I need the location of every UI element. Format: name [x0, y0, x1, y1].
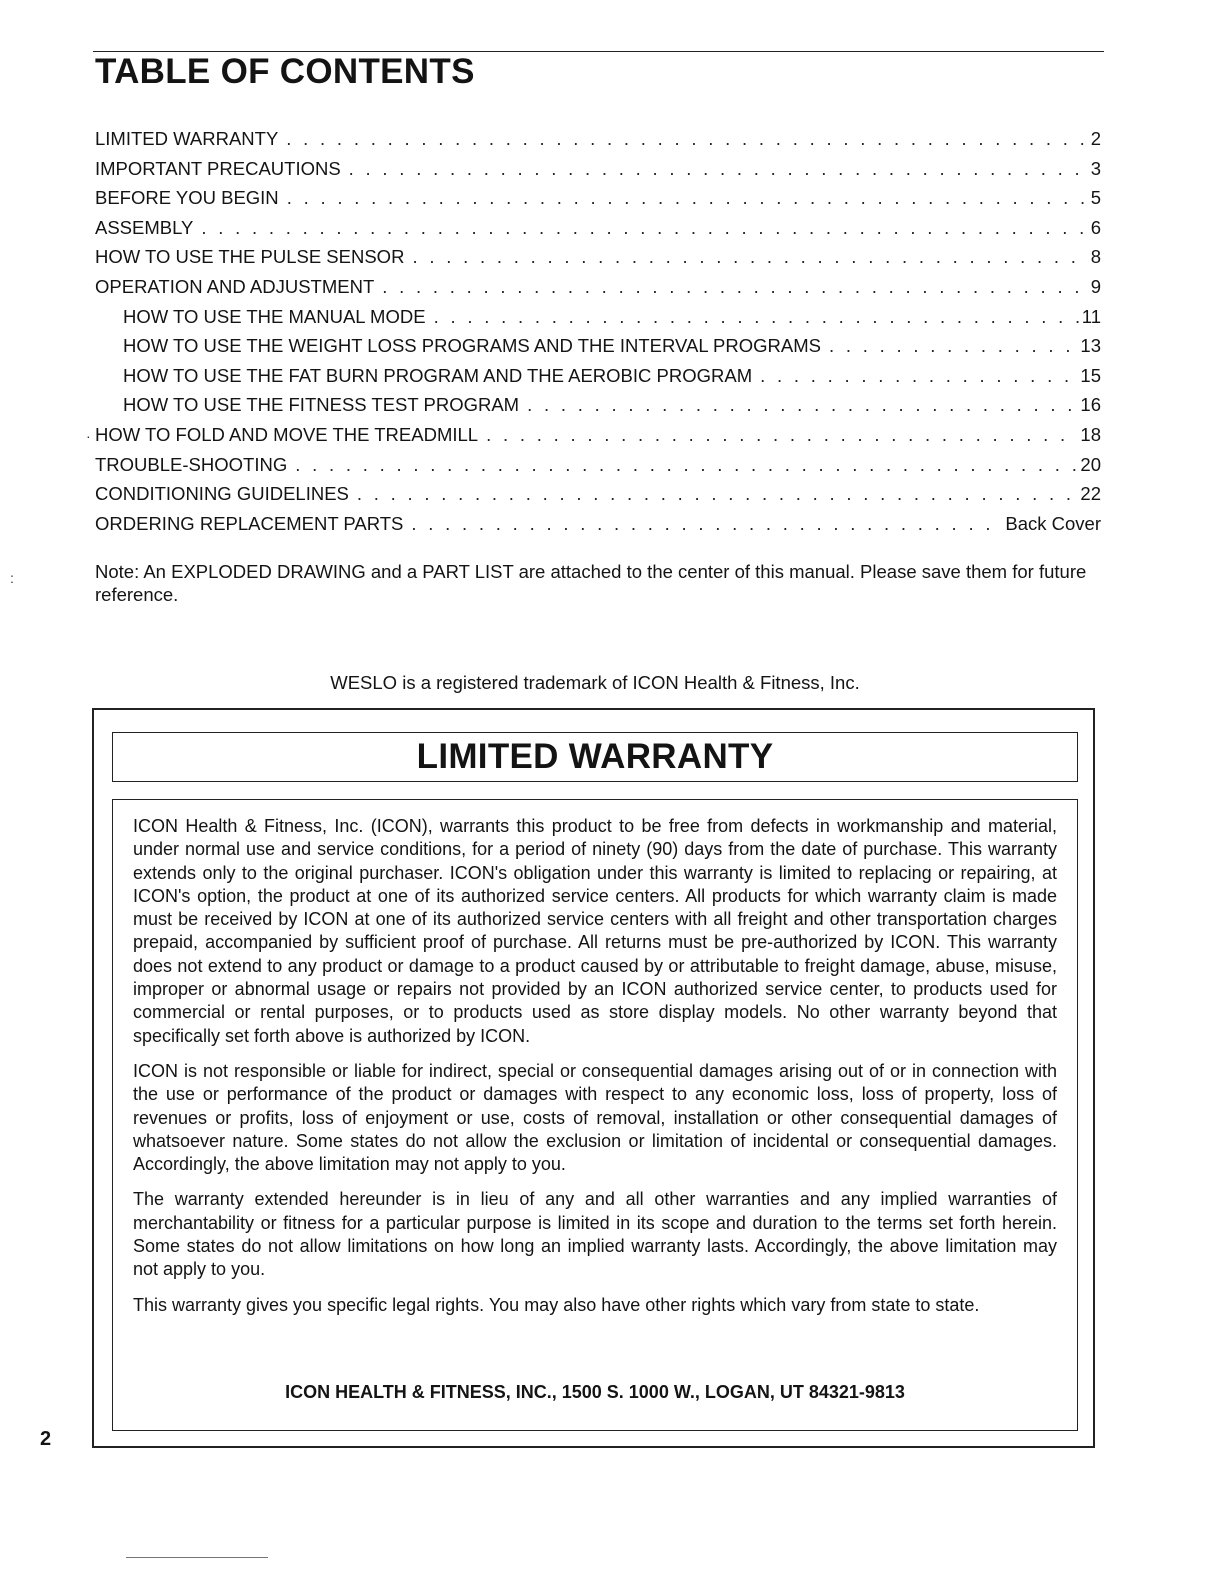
dot-leader	[760, 361, 1078, 391]
toc-entry-title: HOW TO USE THE FITNESS TEST PROGRAM	[123, 394, 520, 416]
toc-entry-title: IMPORTANT PRECAUTIONS	[95, 157, 341, 179]
toc-entry-page: 15	[1080, 364, 1101, 386]
scan-speck: ·	[86, 428, 91, 444]
toc-entry-title: HOW TO USE THE FAT BURN PROGRAM AND THE AEROBIC PROGRAM	[123, 364, 753, 386]
toc-entry	[95, 509, 1101, 539]
toc-entry-title: HOW TO USE THE MANUAL MODE	[123, 305, 426, 327]
toc-entry	[95, 242, 1101, 272]
toc-entry-page: 13	[1080, 335, 1101, 357]
dot-leader	[412, 242, 1088, 272]
toc-entry-page: 20	[1080, 453, 1101, 475]
toc-entry-title: ASSEMBLY	[95, 216, 194, 238]
toc-entry-page: 18	[1080, 423, 1101, 445]
toc-entry-title: CONDITIONING GUIDELINES	[95, 483, 349, 505]
scan-artifact-line	[126, 1557, 268, 1558]
warranty-paragraph: This warranty gives you specific legal rights. You may also have other rights which vary from state to state.	[133, 1294, 980, 1315]
toc-entry-title: HOW TO FOLD AND MOVE THE TREADMILL	[95, 423, 479, 445]
toc-entry-page: 22	[1080, 483, 1101, 505]
dot-leader	[357, 479, 1079, 509]
dot-leader	[295, 450, 1078, 480]
toc-entry-title: ORDERING REPLACEMENT PARTS	[95, 512, 404, 534]
toc-entry-page: 9	[1090, 275, 1101, 297]
toc-note: Note: An EXPLODED DRAWING and a PART LIST are attached to the center of this manual. Please save them for future reference.	[95, 561, 1087, 605]
warranty-paragraph: ICON Health & Fitness, Inc. (ICON), warrants this product to be free from defects in workmanship and material, under normal use and service conditions, for a period of ninety (90) days from the date of purchase. This warranty extends only to the original purchaser. ICON's obligation under this warranty is limited to replacing or repairing, at ICON's option, the product at one of its authorized service centers. All products for which warranty claim is made must be received by ICON at one of its authorized service centers with all freight and other transportation charges prepaid, accompanied by sufficient proof of purchase. All returns must be pre-authorized by ICON. This warranty does not extend to any product or damage to a product caused by or attributable to freight damage, abuse, misuse, improper or abnormal usage or repairs not provided by an ICON authorized service center, to products used for commercial or rental purposes, or to products used as store display models. No other warranty beyond that specifically set forth above is authorized by ICON.	[133, 816, 1057, 1046]
toc-entry-title: TROUBLE-SHOOTING	[95, 453, 288, 475]
toc-entry-title: HOW TO USE THE PULSE SENSOR	[95, 246, 405, 268]
toc-subentry	[95, 390, 1101, 420]
toc-entry-page: 3	[1090, 157, 1101, 179]
dot-leader	[411, 509, 1003, 539]
page-number: 2	[40, 1428, 52, 1450]
toc-entry	[95, 479, 1101, 509]
toc-entry-page: 2	[1090, 128, 1101, 149]
toc-subentry	[95, 302, 1101, 332]
dot-leader	[434, 302, 1080, 332]
toc-entry-page: 5	[1090, 187, 1101, 209]
toc-title: TABLE OF CONTENTS	[95, 52, 475, 91]
dot-leader	[527, 390, 1078, 420]
toc-entry	[95, 154, 1101, 184]
toc-list	[95, 124, 1101, 538]
toc-entry-title: LIMITED WARRANTY	[95, 128, 279, 149]
warranty-paragraph: The warranty extended hereunder is in lieu of any and all other warranties and any implied warranties of merchantability or fitness for a particular purpose is limited in its scope and duration to the terms set forth herein. Some states do not allow limitations on how long an implied warranty lasts. Accordingly, the above limitation may not apply to you.	[133, 1189, 1057, 1280]
dot-leader	[486, 420, 1078, 450]
warranty-paragraph: ICON is not responsible or liable for indirect, special or consequential damages arising out of or in connection with the use or performance of the product or damages with respect to any economic loss, loss of property, loss of revenues or profits, loss of enjoyment or use, costs of removal, installation or other consequential damages of whatsoever nature. Some states do not allow the exclusion or limitation of incidental or consequential damages. Accordingly, the above limitation may not apply to you.	[133, 1060, 1057, 1175]
toc-entry-page: Back Cover	[1005, 512, 1101, 534]
toc-entry	[95, 450, 1101, 480]
warranty-body	[133, 815, 1057, 1329]
scan-speck: :	[10, 570, 14, 586]
toc-entry-title: BEFORE YOU BEGIN	[95, 187, 279, 209]
toc-entry	[95, 124, 1101, 154]
toc-entry-page: 8	[1090, 246, 1101, 268]
toc-entry	[95, 420, 1101, 450]
toc-entry	[95, 272, 1101, 302]
dot-leader	[829, 331, 1078, 361]
dot-leader	[382, 272, 1088, 302]
warranty-title: LIMITED WARRANTY	[416, 737, 774, 776]
warranty-title-box	[112, 732, 1078, 782]
toc-subentry	[95, 331, 1101, 361]
dot-leader	[349, 154, 1089, 184]
toc-entry-title: OPERATION AND ADJUSTMENT	[95, 275, 375, 297]
dot-leader	[287, 183, 1089, 213]
toc-entry	[95, 213, 1101, 243]
toc-entry-page: 11	[1081, 305, 1101, 327]
toc-entry-title: HOW TO USE THE WEIGHT LOSS PROGRAMS AND THE INTERVAL PROGRAMS	[123, 335, 821, 357]
company-address: ICON HEALTH & FITNESS, INC., 1500 S. 1000 W., LOGAN, UT 84321-9813	[285, 1382, 905, 1402]
toc-entry-page: 16	[1080, 394, 1101, 416]
toc-subentry	[95, 361, 1101, 391]
toc-entry-page: 6	[1090, 216, 1101, 238]
trademark-notice: WESLO is a registered trademark of ICON Health & Fitness, Inc.	[330, 672, 860, 693]
toc-entry	[95, 183, 1101, 213]
dot-leader	[286, 124, 1088, 154]
dot-leader	[201, 213, 1088, 243]
